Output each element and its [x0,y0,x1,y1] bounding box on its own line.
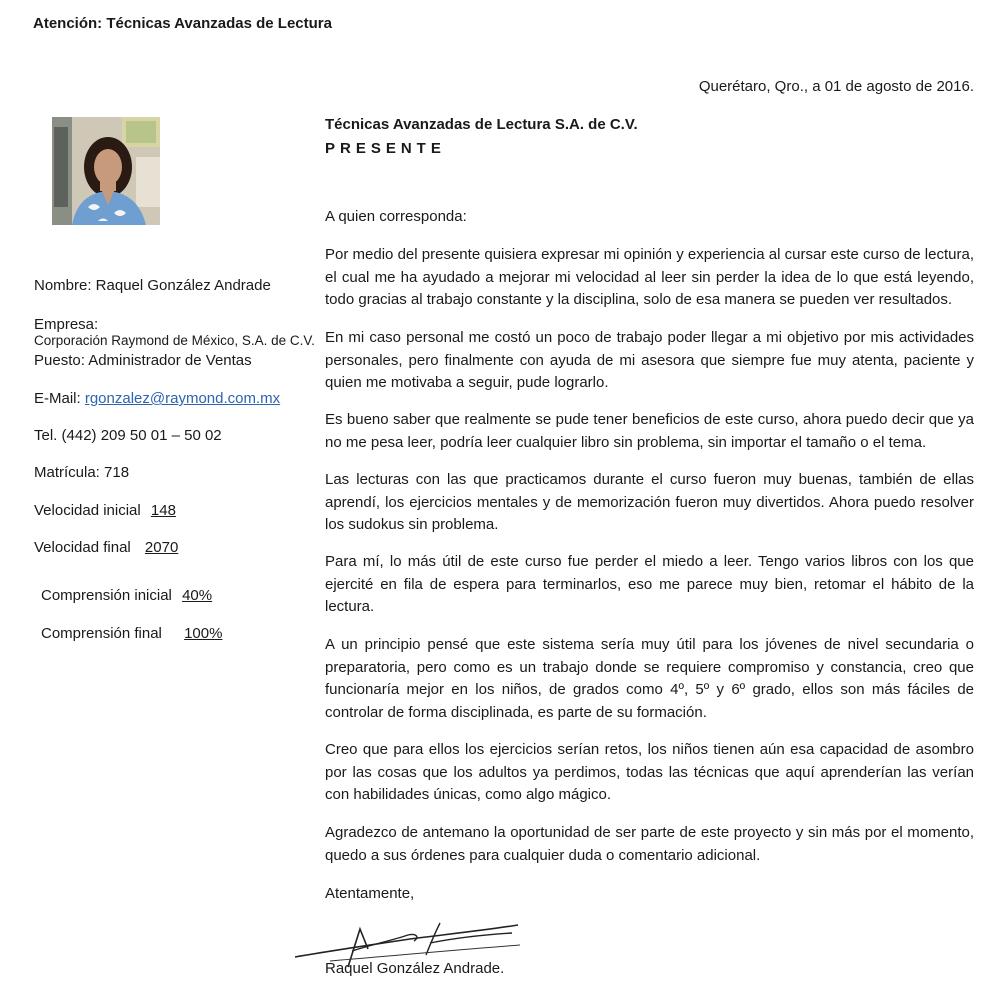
paragraph-2: En mi caso personal me costó un poco de trabajo poder llegar a mi objetivo por mis actividades personales, pero finalmente con ayuda de mi asesora que siempre fue muy atenta, paciente y quien me motivaba a seguir, pude lograrlo. [325,329,974,392]
matricula: Matrícula: 718 [34,464,130,481]
speed-initial-value: 148 [150,502,176,519]
company-label: Empresa: [34,316,99,333]
recipient: Técnicas Avanzadas de Lectura S.A. de C.V. [325,116,638,133]
comprehension-initial-value: 40% [182,587,213,604]
paragraph-4: Las lecturas con las que practicamos durante el curso fueron muy buenas, también de ellas aprendí, los ejercicios mentales y de memorización fueron muy divertidos. Ahora puedo resolver los sudokus sin problema. [325,471,974,534]
phone: Tel. (442) 209 50 01 – 50 02 [34,427,222,444]
salutation: A quien corresponda: [325,208,467,225]
contact-name: Nombre: Raquel González Andrade [34,277,271,294]
letter-date: Querétaro, Qro., a 01 de agosto de 2016. [698,78,974,95]
paragraph-8: Agradezco de antemano la oportunidad de ser parte de este proyecto y sin más por el momento, quedo a sus órdenes para cualquier duda o comentario adicional. [325,824,974,864]
email-link[interactable]: rgonzalez@raymond.com.mx [84,390,281,407]
speed-initial-label: Velocidad inicial [34,502,141,519]
portrait-photo [52,117,160,225]
comprehension-final-row [41,625,222,642]
position: Puesto: Administrador de Ventas [34,352,252,369]
email-row [34,390,280,407]
comprehension-final-label: Comprensión final [41,625,162,642]
speed-final-value: 2070 [144,539,179,556]
paragraph-6: A un principio pensé que este sistema sería muy útil para los jóvenes de nivel secundaria o preparatoria, pero como es un trabajo donde se requiere compromiso y constancia, creo que funcionaría mejor en los niños, de grados como 4º, 5º y 6º grado, ellos son más fáciles de controlar de forma disciplinada, es parte de su formación. [325,636,974,722]
comprehension-initial-row [41,587,212,604]
closing: Atentamente, [325,885,415,902]
paragraph-7: Creo que para ellos los ejercicios serían retos, los niños tienen aún esa capacidad de asombro por las cosas que los adultos ya perdimos, todas las técnicas que aquí aprenderían las verían con habilidades únicas, como algo mágico. [325,741,974,804]
company-name: Corporación Raymond de México, S.A. de C.V. [34,333,315,348]
comprehension-final-value: 100% [184,625,223,642]
paragraph-3: Es bueno saber que realmente se pude tener beneficios de este curso, ahora puedo decir que ya no me pesa leer, podría leer cualquier libro sin problema, sin importar el tamaño o el tema. [325,411,974,451]
comprehension-initial-label: Comprensión inicial [41,587,172,604]
speed-final-label: Velocidad final [34,539,131,556]
attention-header: Atención: Técnicas Avanzadas de Lectura [33,15,332,32]
email-label: E-Mail: [34,390,81,407]
paragraph-5: Para mí, lo más útil de este curso fue perder el miedo a leer. Tengo varios libros con los que ejercité en fila de espera para terminarlos, eso me parece muy bien, retomar el hábito de la lectura. [325,553,974,616]
presente-heading: PRESENTE [325,140,446,157]
speed-initial-row [34,502,176,519]
speed-final-row [34,539,178,556]
paragraph-1: Por medio del presente quisiera expresar mi opinión y experiencia al cursar este curso de lectura, el cual me ha ayudado a mejorar mi velocidad al leer sin perder la idea de lo que está leyendo, todo gracias al trabajo constante y la disciplina, solo de esa manera se pueden ver resultados. [325,246,974,309]
signer-name: Raquel González Andrade. [325,960,505,977]
